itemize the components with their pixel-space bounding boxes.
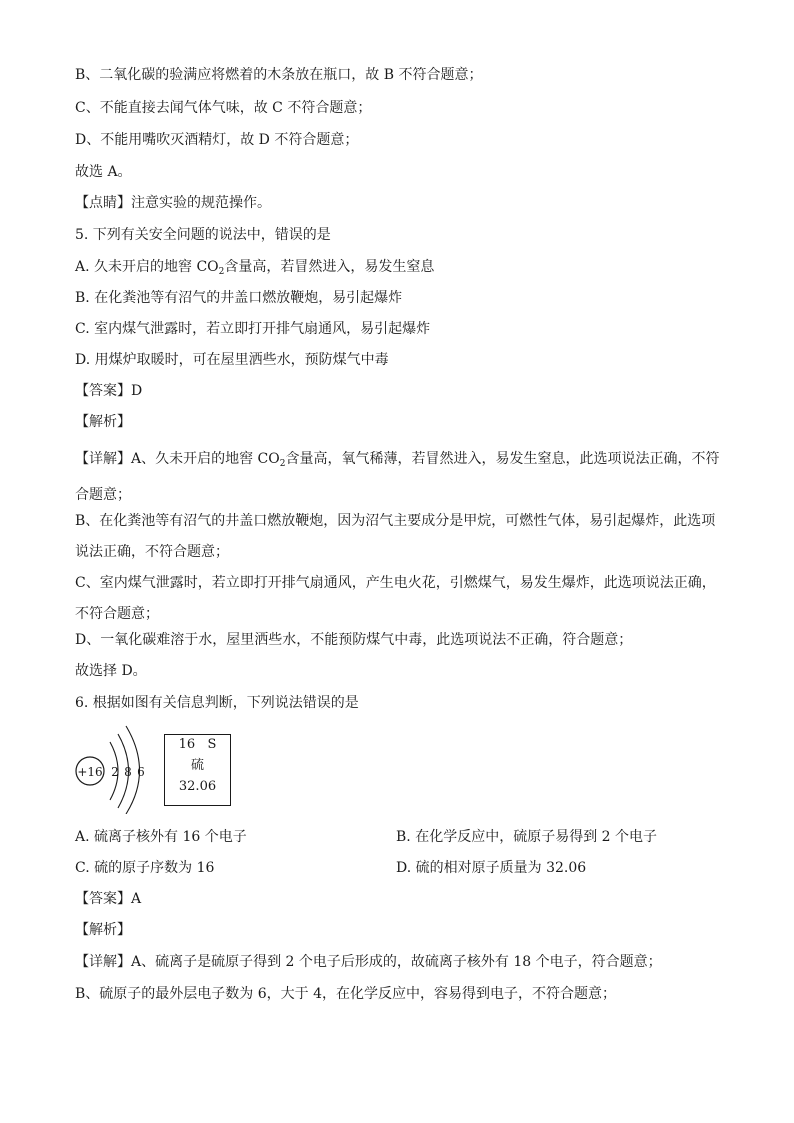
subscript: 2 — [279, 459, 286, 469]
q6-detail-b: B、硫原子的最外层电子数为 6，大于 4，在化学反应中，容易得到电子，不符合题意； — [75, 986, 617, 1002]
shell2-electrons: 8 — [124, 765, 132, 779]
q5-analysis-heading: 【解析】 — [75, 414, 131, 430]
q6-option-d: D. 硫的相对原子质量为 32.06 — [396, 860, 587, 876]
q4-option-d-explanation: D、不能用嘴吹灭酒精灯，故 D 不符合题意； — [75, 132, 359, 148]
element-symbol: S — [207, 737, 217, 752]
shell1-electrons: 2 — [111, 765, 119, 779]
periodic-table-tile — [164, 734, 231, 806]
q6-analysis-heading: 【解析】 — [75, 922, 131, 938]
q5-detail-c: C、室内煤气泄露时，若立即打开排气扇通风，产生电火花，引燃煤气，易发生爆炸，此选项说法正确，不符合题意； — [75, 575, 716, 622]
q5-option-a-text-end: 含量高，若冒然进入，易发生窒息 — [224, 259, 435, 275]
q4-choice: 故选 A。 — [75, 164, 132, 180]
q5-detail-a-text-end: 含量高，氧气稀薄，若冒然进入，易发生窒息，此选项说法正确，不符合题意； — [75, 451, 720, 503]
q5-choice: 故选择 D。 — [75, 663, 147, 679]
q4-option-c-explanation: C、不能直接去闻气体气味，故 C 不符合题意； — [75, 100, 372, 116]
q5-option-c: C. 室内煤气泄露时，若立即打开排气扇通风，易引起爆炸 — [75, 321, 431, 337]
q5-stem: 5. 下列有关安全问题的说法中，错误的是 — [75, 227, 331, 243]
q5-detail-b: B、在化粪池等有沼气的井盖口燃放鞭炮，因为沼气主要成分是甲烷，可燃性气体，易引起爆炸，此选项说法正确，不符合题意； — [75, 513, 716, 560]
q6-option-c: C. 硫的原子序数为 16 — [75, 860, 215, 876]
q6-answer: 【答案】A — [75, 891, 142, 907]
q5-option-a-text: A. 久未开启的地窖 CO — [75, 259, 219, 275]
q5-detail-d: D、一氧化碳难溶于水，屋里洒些水，不能预防煤气中毒，此选项说法不正确，符合题意； — [75, 632, 633, 648]
q6-option-a: A. 硫离子核外有 16 个电子 — [75, 829, 247, 845]
sulfur-atom-structure-diagram — [73, 722, 163, 814]
q5-answer: 【答案】D — [75, 383, 143, 399]
q4-tip: 【点睛】注意实验的规范操作。 — [75, 195, 271, 211]
q5-option-d: D. 用煤炉取暖时，可在屋里洒些水，预防煤气中毒 — [75, 352, 389, 368]
atomic-number: 16 — [178, 737, 196, 752]
tile-header — [165, 735, 230, 756]
q5-detail-a-text: 【详解】A、久未开启的地窖 CO — [75, 451, 280, 467]
q6-stem: 6. 根据如图有关信息判断，下列说法错误的是 — [75, 695, 359, 711]
q6-detail-a: 【详解】A、硫离子是硫原子得到 2 个电子后形成的，故硫离子核外有 18 个电子，符合题意； — [75, 954, 662, 970]
element-name: 硫 — [190, 758, 204, 773]
shell3-electrons: 6 — [137, 765, 145, 779]
q5-detail-a — [75, 444, 720, 511]
atomic-mass: 32.06 — [178, 779, 217, 794]
q4-option-b-explanation: B、二氧化碳的验满应将燃着的木条放在瓶口，故 B 不符合题意； — [75, 67, 483, 83]
q6-option-b: B. 在化学反应中，硫原子易得到 2 个电子 — [396, 829, 657, 845]
q5-option-b: B. 在化粪池等有沼气的井盖口燃放鞭炮，易引起爆炸 — [75, 290, 403, 306]
subscript: 2 — [218, 267, 225, 277]
nucleus-charge: +16 — [77, 765, 103, 779]
q5-option-a — [75, 258, 434, 281]
